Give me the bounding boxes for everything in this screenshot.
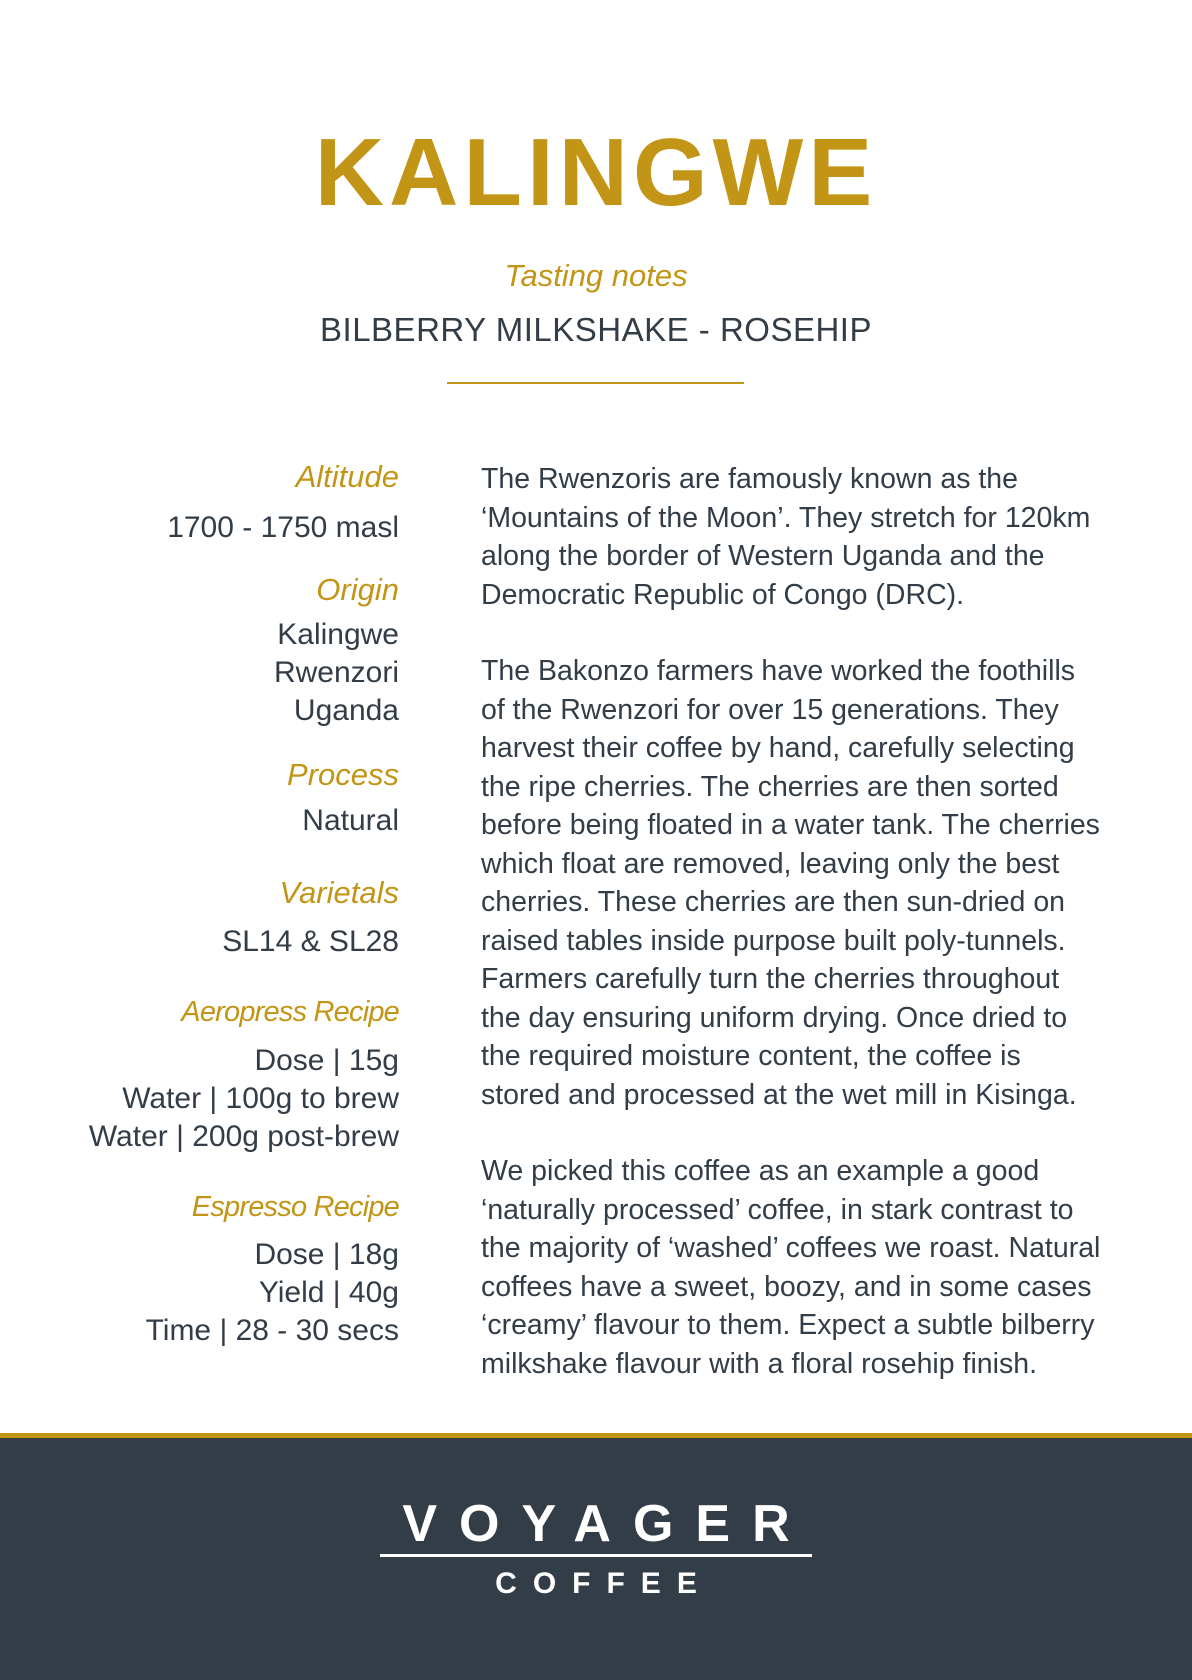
aeropress-recipe-label: Aeropress Recipe <box>181 995 399 1028</box>
espresso-recipe-label: Espresso Recipe <box>191 1190 399 1223</box>
coffee-details <box>0 458 399 1350</box>
divider-line <box>447 382 744 384</box>
espresso-recipe-line: Dose | 18g <box>254 1238 399 1272</box>
varietals-label: Varietals <box>279 874 399 910</box>
footer <box>0 1438 1192 1680</box>
origin-line: Kalingwe <box>277 618 399 652</box>
voyager-coffee-logo <box>0 1495 1192 1601</box>
tasting-notes-label: Tasting notes <box>504 258 688 293</box>
tasting-notes-value: BILBERRY MILKSHAKE - ROSEHIP <box>320 311 872 348</box>
coffee-description <box>481 460 1101 1421</box>
espresso-recipe-line: Time | 28 - 30 secs <box>145 1314 399 1348</box>
origin-label: Origin <box>316 572 399 608</box>
process-value: Natural <box>302 803 399 837</box>
logo-wordmark-top: VOYAGER <box>380 1498 811 1557</box>
description-paragraph: The Rwenzoris are famously known as the ‘Mountains of the Moon’. They stretch for 120km along the border of Western Uganda and the Democratic Republic of Congo (DRC). <box>481 463 1091 611</box>
altitude-label: Altitude <box>295 459 399 494</box>
description-paragraph: We picked this coffee as an example a good ‘naturally processed’ coffee, in stark contrast to the majority of ‘washed’ coffees we roast. Natural coffees have a sweet, boozy, and in some cases ‘creamy’ flavour to them. Expect a subtle bilberry milkshake flavour with a floral rosehip finish. <box>481 1155 1101 1380</box>
description-paragraph: The Bakonzo farmers have worked the foothills of the Rwenzori for over 15 generations. They harvest their coffee by hand, carefully selecting the ripe cherries. The cherries are then sorted before being floated in a water tank. The cherries which float are removed, leaving only the best cherries. These cherries are then sun-dried on raised tables inside purpose built poly-tunnels. Farmers carefully turn the cherries throughout the day ensuring uniform drying. Once dried to the required moisture content, the coffee is stored and processed at the wet mill in Kisinga. <box>481 655 1100 1111</box>
logo-wordmark-bottom: COFFEE <box>495 1567 713 1600</box>
aeropress-recipe-line: Dose | 15g <box>254 1043 399 1077</box>
origin-line: Rwenzori <box>273 656 399 690</box>
espresso-recipe-line: Yield | 40g <box>258 1276 399 1310</box>
aeropress-recipe-line: Water | 100g to brew <box>122 1081 399 1115</box>
aeropress-recipe-line: Water | 200g post-brew <box>88 1119 399 1153</box>
coffee-name-title: KALINGWE <box>314 119 878 226</box>
varietals-value: SL14 & SL28 <box>222 924 399 958</box>
process-label: Process <box>287 757 399 793</box>
origin-line: Uganda <box>293 694 399 728</box>
altitude-value: 1700 - 1750 masl <box>167 511 399 545</box>
